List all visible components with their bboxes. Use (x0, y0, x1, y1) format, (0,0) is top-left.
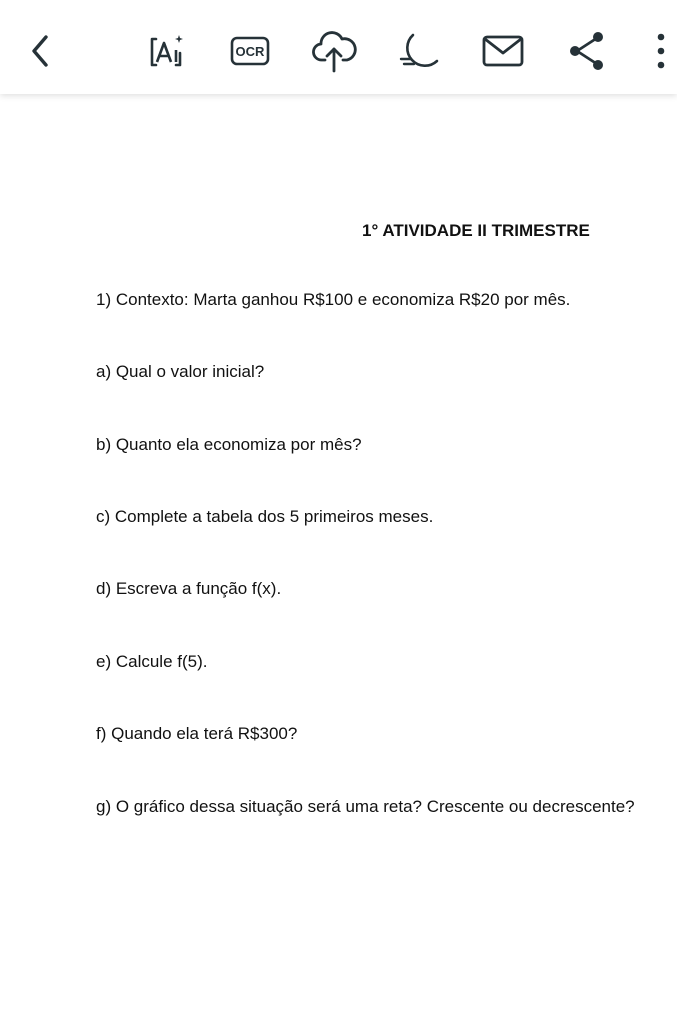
cloud-upload-icon (311, 29, 357, 73)
back-button[interactable] (16, 26, 66, 76)
question-f: f) Quando ela terá R$300? (96, 724, 298, 743)
question-e: e) Calcule f(5). (96, 652, 208, 671)
back-icon (26, 31, 56, 71)
question-c: c) Complete a tabela dos 5 primeiros meses. (96, 507, 434, 526)
night-mode-button[interactable] (394, 26, 444, 76)
question-g: g) O gráfico dessa situação será uma reta? Crescente ou decrescente? (96, 797, 635, 816)
ocr-button[interactable] (225, 26, 275, 76)
ocr-label: OCR (235, 44, 265, 59)
document-title: 1° ATIVIDADE II TRIMESTRE (362, 221, 590, 240)
question-a: a) Qual o valor inicial? (96, 362, 265, 381)
text-ai-button[interactable] (141, 26, 191, 76)
question-1-context: 1) Contexto: Marta ganhou R$100 e economiza R$20 por mês. (96, 290, 571, 309)
toolbar (0, 0, 677, 94)
ocr-icon (230, 31, 270, 71)
share-icon (565, 29, 609, 73)
text-ai-icon (146, 31, 186, 71)
share-button[interactable] (562, 26, 612, 76)
more-options-button[interactable] (646, 26, 676, 76)
more-vertical-icon (651, 31, 671, 71)
mail-button[interactable] (478, 26, 528, 76)
question-d: d) Escreva a função f(x). (96, 579, 282, 598)
document-page (0, 94, 677, 1009)
night-mode-icon (397, 29, 441, 73)
cloud-upload-button[interactable] (309, 26, 359, 76)
question-b: b) Quanto ela economiza por mês? (96, 435, 362, 454)
mail-icon (481, 31, 525, 71)
